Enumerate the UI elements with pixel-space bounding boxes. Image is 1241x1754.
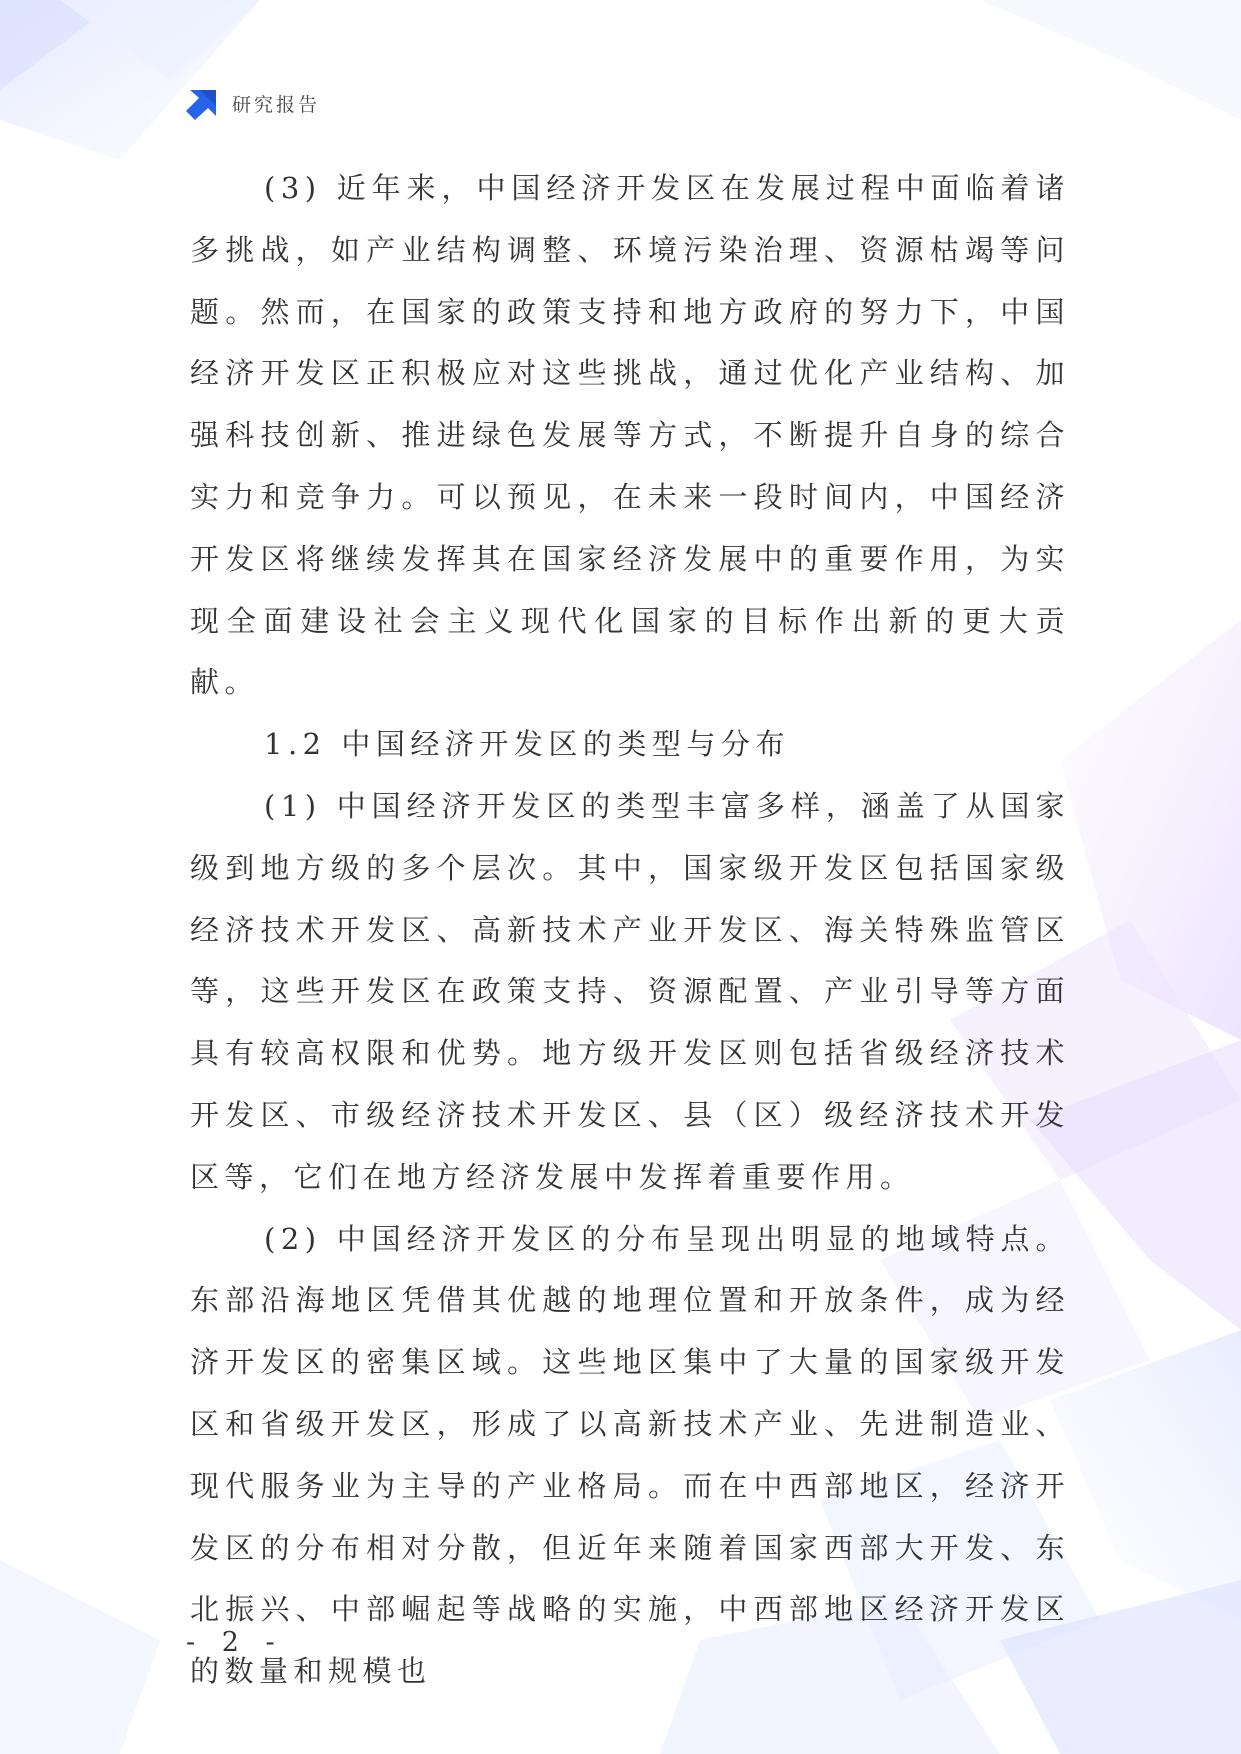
- body-text: [190, 158, 1070, 1703]
- report-header: [186, 86, 320, 120]
- page-number: - 2 -: [186, 1627, 284, 1658]
- paragraph-distribution: (2) 中国经济开发区的分布呈现出明显的地域特点。东部沿海地区凭借其优越的地理位置和开放条件，成为经济开发区的密集区域。这些地区集中了大量的国家级开发区和省级开发区，形成了以高新技术产业、先进制造业、现代服务业为主导的产业格局。而在中西部地区，经济开发区的分布相对分散，但近年来随着国家西部大开发、东北振兴、中部崛起等战略的实施，中西部地区经济开发区的数量和规模也: [190, 1221, 1070, 1689]
- section-heading: 1.2 中国经济开发区的类型与分布: [264, 727, 790, 762]
- arrow-up-right-icon: [186, 86, 220, 120]
- paragraph-types: (1) 中国经济开发区的类型丰富多样，涵盖了从国家级到地方级的多个层次。其中，国家级开发区包括国家级经济技术开发区、高新技术产业开发区、海关特殊监管区等，这些开发区在政策支持、资源配置、产业引导等方面具有较高权限和优势。地方级开发区则包括省级经济技术开发区、市级经济技术开发区、县（区）级经济技术开发区等，它们在地方经济发展中发挥着重要作用。: [190, 788, 1070, 1194]
- header-title: 研究报告: [232, 93, 321, 116]
- paragraph-challenges: (3) 近年来，中国经济开发区在发展过程中面临着诸多挑战，如产业结构调整、环境污染治理、资源枯竭等问题。然而，在国家的政策支持和地方政府的努力下，中国经济开发区正积极应对这些挑战，通过优化产业结构、加强科技创新、推进绿色发展等方式，不断提升自身的综合实力和竞争力。可以预见，在未来一段时间内，中国经济开发区将继续发挥其在国家经济发展中的重要作用，为实现全面建设社会主义现代化国家的目标作出新的更大贡献。: [190, 171, 1070, 700]
